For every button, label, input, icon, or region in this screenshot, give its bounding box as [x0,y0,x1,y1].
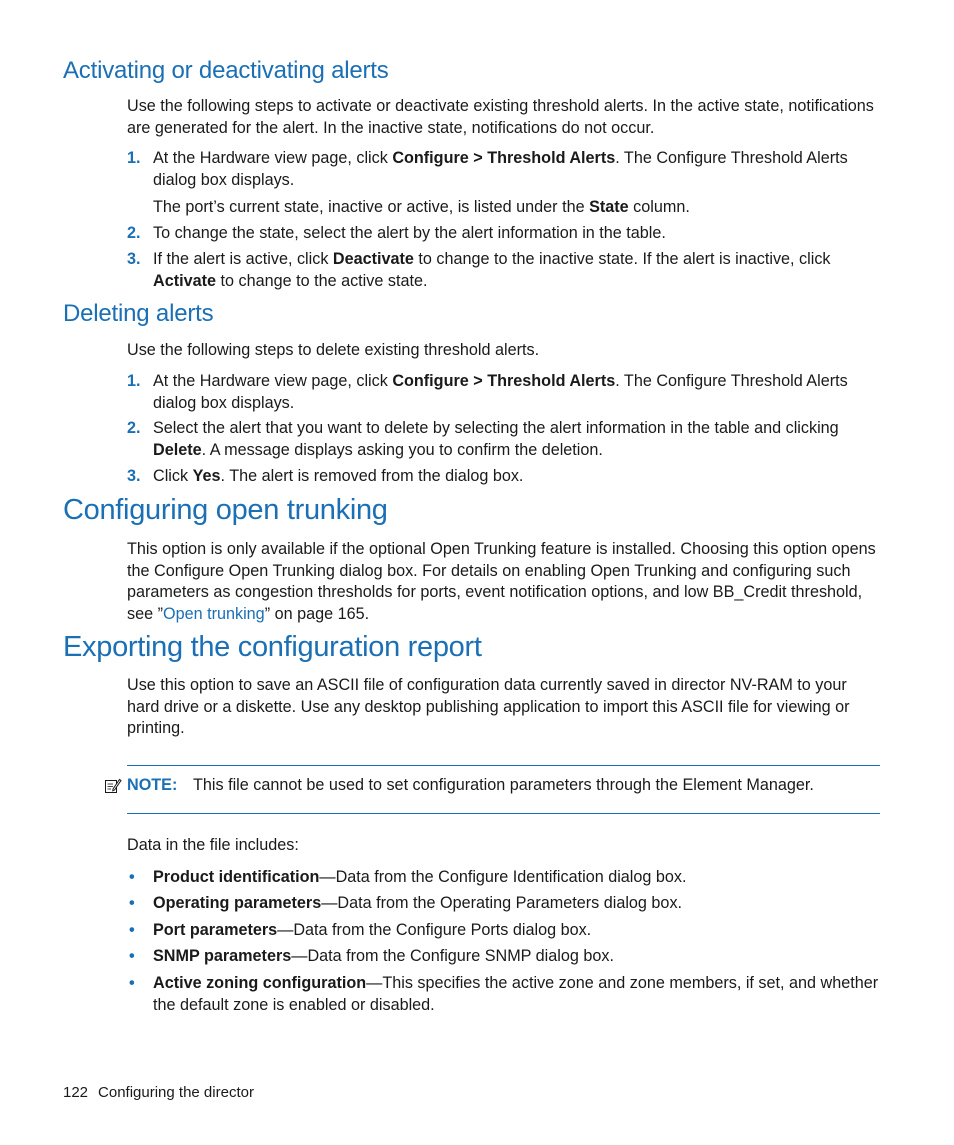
step-text: The port’s current state, inactive or active, is listed under the [153,198,590,216]
step-number: 3. [127,467,141,485]
step-number: 2. [127,419,141,437]
activating-step-2 [127,223,879,245]
list-item-term: Product identification [153,868,320,886]
step-text: At the Hardware view page, click [153,149,393,167]
step-text: . The alert is removed from the dialog box. [220,467,524,485]
note-bottom-divider [127,813,880,814]
page-footer [63,1083,254,1103]
note-text: This file cannot be used to set configuration parameters through the Element Manager. [193,776,814,794]
activating-step-3 [127,249,879,292]
deleting-step-1 [127,371,879,414]
list-item [127,920,879,942]
section-heading-exporting: Exporting the configuration report [63,631,482,663]
yes-label: Yes [192,467,221,485]
bullet-marker: • [129,947,135,965]
page-number: 122 [63,1084,89,1101]
chapter-title: Configuring the director [98,1084,254,1101]
deleting-intro: Use the following steps to delete existing threshold alerts. [127,341,540,359]
step-text: Select the alert that you want to delete by selecting the alert information in the table and clicking [153,419,839,437]
data-intro: Data in the file includes: [127,836,299,854]
step-number: 1. [127,149,141,167]
step-text: to change to the inactive state. If the alert is inactive, click [413,250,831,268]
delete-label: Delete [153,440,202,459]
deleting-step-2 [127,418,879,461]
note-label: NOTE: [127,776,178,794]
bullet-marker: • [129,894,135,912]
menu-path: Configure > Threshold Alerts [392,149,616,167]
list-item-desc: —Data from the Operating Parameters dialog box. [321,894,683,912]
step-text: To change the state, select the alert by the alert information in the table. [153,224,666,242]
step-text: . The Configure Threshold Alerts dialog box displays. [153,372,848,412]
list-item [127,893,879,915]
step-text: At the Hardware view page, click [153,372,393,390]
bullet-marker: • [129,974,135,992]
list-item-term: Port parameters [153,921,278,939]
list-item-term: Active zoning configuration [153,974,367,992]
list-item [127,867,879,889]
paragraph-text: ” on page 165. [264,604,370,623]
step-text: to change to the active state. [215,271,428,290]
list-item-desc: —Data from the Configure Identification dialog box. [319,868,687,886]
step-number: 2. [127,224,141,242]
activate-label: Activate [153,271,216,290]
open-trunking-link[interactable]: Open trunking [163,604,265,623]
bullet-marker: • [129,921,135,939]
step-number: 3. [127,250,141,268]
exporting-intro: Use this option to save an ASCII file of configuration data currently saved in director NV-RAM to your hard drive or a diskette. Use any desktop publishing application to import this ASCII file for viewing or printing. [127,676,850,737]
paragraph-text: This option is only available if the optional Open Trunking feature is installed. Choosing this option opens the Configure Open Trunking dialog box. For details on enabling Open Trunking and configuring such parameters as congestion thresholds for ports, event notification options, and low BB_Credit threshold, see ” [127,540,876,623]
step-text: . The Configure Threshold Alerts dialog box displays. [153,149,848,189]
list-item-desc: —Data from the Configure Ports dialog box. [277,921,592,939]
activating-step-1 [127,148,879,191]
note-pencil-icon [104,777,122,795]
trunking-paragraph [127,539,879,625]
note-top-divider [127,765,880,766]
list-item [127,946,879,968]
column-name: State [589,198,629,216]
deactivate-label: Deactivate [332,250,414,268]
bullet-marker: • [129,868,135,886]
step-text: . A message displays asking you to confirm the deletion. [201,440,603,459]
list-item [127,973,879,1016]
menu-path: Configure > Threshold Alerts [392,372,616,390]
list-item-desc: —This specifies the active zone and zone members, if set, and whether the default zone is enabled or disabled. [153,974,879,1014]
activating-intro: Use the following steps to activate or deactivate existing threshold alerts. In the active state, notifications are generated for the alert. In the inactive state, notifications do not occur. [127,97,874,137]
step-text: If the alert is active, click [153,250,333,268]
activating-step-1-note [127,197,879,219]
list-item-term: Operating parameters [153,894,322,912]
deleting-step-3 [127,466,879,488]
section-heading-trunking: Configuring open trunking [63,494,388,526]
step-text: column. [628,198,690,216]
list-item-desc: —Data from the Configure SNMP dialog box. [291,947,614,965]
list-item-term: SNMP parameters [153,947,292,965]
step-text: Click [153,467,193,485]
step-number: 1. [127,372,141,390]
section-heading-activating: Activating or deactivating alerts [63,57,389,84]
section-heading-deleting: Deleting alerts [63,300,214,327]
